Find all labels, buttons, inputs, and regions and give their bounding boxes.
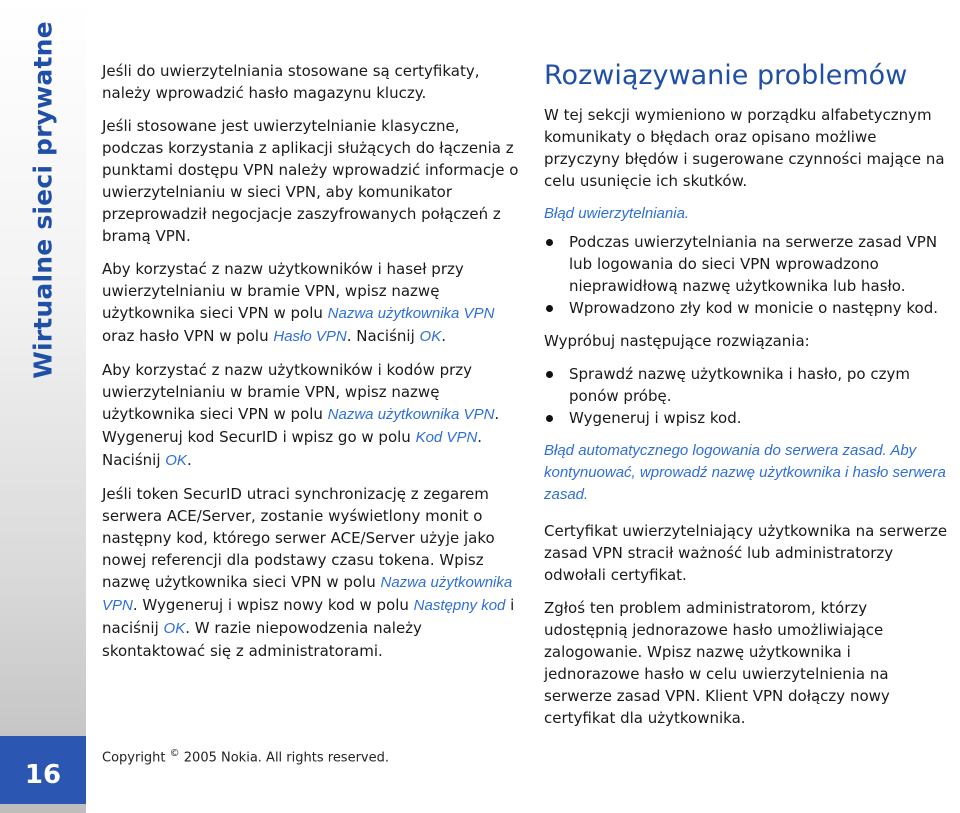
solutions-list — [544, 363, 949, 429]
text: . W razie niepowodzenia należy skontaktować się z administratorami. — [102, 619, 422, 660]
text: i naciśnij — [102, 596, 515, 637]
list-item-text: Podczas uwierzytelniania na serwerze zasad VPN lub logowania do sieci VPN wprowadzono nieprawidłową nazwę użytkownika lub hasło. — [569, 233, 938, 295]
copyright-symbol: © — [169, 748, 180, 759]
list-item-text: Wprowadzono zły kod w monicie o następny kod. — [569, 299, 939, 317]
field-vpn-password: Hasło VPN — [273, 328, 347, 345]
paragraph-code-auth — [102, 359, 522, 472]
paragraph-password-auth — [102, 258, 522, 348]
text: Jeśli token SecurID utraci synchronizację z zegarem serwera ACE/Server, zostanie wyświetlony monit o następny kod, którego serwer ACE/Server użyje jako nowej referencji dla podstawy czasu tokena. Wpisz nazwę użytkownika sieci VPN w polu — [102, 485, 495, 591]
causes-list — [544, 231, 949, 319]
bullet-icon — [546, 371, 553, 378]
text: . Naciśnij — [346, 327, 420, 345]
text: Copyright — [102, 750, 170, 766]
list-item — [544, 407, 949, 429]
right-column — [544, 60, 949, 740]
list-item — [544, 363, 949, 407]
left-column — [102, 60, 522, 673]
text: . — [186, 451, 192, 469]
paragraph-certificate-expired: Certyfikat uwierzytelniający użytkownika na serwerze zasad VPN stracił ważność lub administratorzy odwołali certyfikat. — [544, 522, 948, 584]
paragraph-certificates: Jeśli do uwierzytelniania stosowane są certyfikaty, należy wprowadzić hasło magazynu kluczy. — [102, 62, 480, 102]
field-vpn-username: Nazwa użytkownika VPN — [327, 305, 495, 322]
ok-label: OK — [165, 452, 187, 469]
list-item-text: Sprawdź nazwę użytkownika i hasło, po czym ponów próbę. — [569, 365, 910, 405]
page-number: 16 — [24, 760, 62, 790]
ok-label: OK — [163, 620, 186, 637]
bullet-icon — [546, 415, 553, 422]
paragraph-classic-auth: Jeśli stosowane jest uwierzytelnianie klasyczne, podczas korzystania z aplikacji służących do łączenia z punktami dostępu VPN należy wprowadzić informacje o uwierzytelnianiu w sieci VPN, aby komunikator przeprowadził negocjacje zaszyfrowanych połączeń z bramą VPN. — [102, 117, 519, 245]
bullet-icon — [546, 239, 553, 246]
error-message-auth: Błąd uwierzytelniania. — [544, 205, 690, 222]
text: . Naciśnij — [102, 428, 483, 469]
list-item — [544, 231, 949, 297]
text: . — [441, 327, 446, 345]
section-title: Wirtualne sieci prywatne — [28, 21, 58, 379]
sidebar — [0, 0, 86, 813]
bullet-icon — [546, 305, 553, 312]
ok-label: OK — [419, 328, 442, 345]
text: . Wygeneruj kod SecurID i wpisz go w polu — [102, 405, 500, 446]
section-heading: Rozwiązywanie problemów — [544, 60, 908, 91]
paragraph-securid-sync — [102, 483, 522, 662]
text: oraz hasło VPN w polu — [102, 327, 274, 345]
text: 2005 Nokia. All rights reserved. — [179, 750, 390, 766]
list-item-text: Wygeneruj i wpisz kod. — [569, 409, 742, 427]
text: Aby korzystać z nazw użytkowników i haseł przy uwierzytelnianiu w bramie VPN, wpisz nazwę użytkownika sieci VPN w polu — [102, 260, 464, 322]
field-vpn-code: Kod VPN — [415, 429, 478, 446]
text: Aby korzystać z nazw użytkowników i kodów przy uwierzytelnianiu w bramie VPN, wpisz nazwę użytkownika sieci VPN w polu — [102, 361, 473, 423]
field-vpn-username: Nazwa użytkownika VPN — [102, 574, 513, 614]
list-item — [544, 297, 949, 319]
field-vpn-username: Nazwa użytkownika VPN — [327, 406, 495, 423]
field-next-code: Następny kod — [413, 597, 506, 614]
error-message-autologin: Błąd automatycznego logowania do serwera zasad. Aby kontynuować, wprowadź nazwę użytkownika i hasło serwera zasad. — [544, 442, 946, 503]
footer-copyright — [102, 748, 389, 765]
paragraph-intro: W tej sekcji wymieniono w porządku alfabetycznym komunikaty o błędach oraz opisano możliwe przyczyny błędów i sugerowane czynności mające na celu usunięcie ich skutków. — [544, 106, 945, 190]
try-label: Wypróbuj następujące rozwiązania: — [544, 332, 810, 350]
text: . Wygeneruj i wpisz nowy kod w polu — [132, 596, 414, 614]
paragraph-report-problem: Zgłoś ten problem administratorom, którzy udostępnią jednorazowe hasło umożliwiające zalogowanie. Wpisz nazwę użytkownika i jednorazowe hasło w celu uwierzytelnienia na serwerze zasad VPN. Klient VPN dołączy nowy certyfikat dla użytkownika. — [544, 599, 890, 727]
